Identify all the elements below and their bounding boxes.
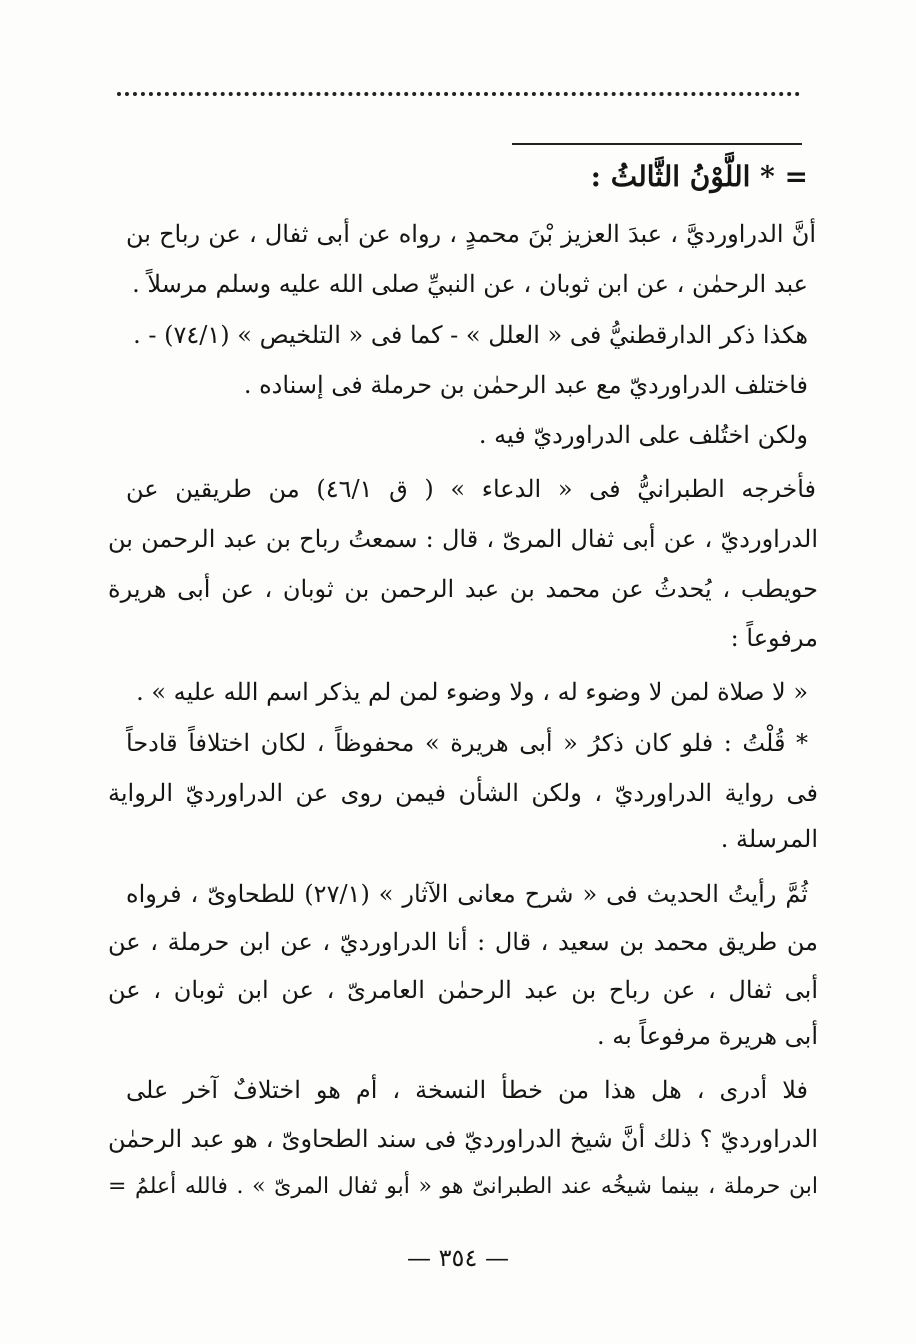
text-line-1: أنَّ الدراورديَّ ، عبدَ العزيز بْنَ محمدٍ ، رواه عن أبى ثفال ، عن رباح بن	[126, 220, 816, 248]
text-line-3: هكذا ذكر الدارقطنيُّ فى « العلل » - كما فى « التلخيص » (٧٤/١) - .	[133, 321, 808, 349]
text-line-14: ثُمَّ رأيتُ الحديث فى « شرح معانى الآثار » (٢٧/١) للطحاوىّ ، فرواه	[126, 880, 808, 908]
text-line-4: فاختلف الدراورديّ مع عبد الرحمٰن بن حرملة فى إسناده .	[243, 371, 808, 399]
text-line-16: أبى ثفال ، عن رباح بن عبد الرحمٰن العامرىّ ، عن ابن ثوبان ، عن	[108, 976, 819, 1004]
text-line-20: ابن حرملة ، بينما شيخُه عند الطبرانىّ هو « أبو ثفال المرىّ » . فالله أعلمُ =	[108, 1174, 818, 1199]
text-line-6: فأخرجه الطبرانيُّ فى « الدعاء » ( ق ٤٦/١) من طريقين عن	[126, 475, 816, 503]
text-line-12: فى رواية الدراورديّ ، ولكن الشأن فيمن روى عن الدراورديّ الرواية	[108, 779, 818, 807]
text-line-17: أبى هريرة مرفوعاً به .	[596, 1022, 818, 1050]
text-line-9: مرفوعاً :	[730, 624, 818, 652]
text-line-13: المرسلة .	[720, 825, 818, 853]
text-line-11: * قُلْتُ : فلو كان ذكرُ « أبى هريرة » محفوظاً ، لكان اختلافاً قادحاً	[126, 729, 808, 757]
text-line-19: الدراورديّ ؟ ذلك أنَّ شيخ الدراورديّ فى سند الطحاوىّ ، هو عبد الرحمٰن	[108, 1125, 818, 1153]
section-rule	[512, 143, 802, 145]
text-line-8: حويطب ، يُحدثُ عن محمد بن عبد الرحمن بن ثوبان ، عن أبى هريرة	[108, 575, 818, 603]
text-line-10: « لا صلاة لمن لا وضوء له ، ولا وضوء لمن لم يذكر اسم الله عليه » .	[136, 678, 808, 706]
page-number: — ٣٥٤ —	[407, 1244, 509, 1272]
text-line-5: ولكن اختُلف على الدراورديّ فيه .	[478, 421, 808, 449]
text-line-7: الدراورديّ ، عن أبى ثفال المرىّ ، قال : سمعتُ رباح بن عبد الرحمن بن	[108, 525, 818, 553]
section-heading: = * اللَّوْنُ الثَّالثُ :	[590, 160, 808, 193]
text-line-2: عبد الرحمٰن ، عن ابن ثوبان ، عن النبيِّ صلى الله عليه وسلم مرسلاً .	[132, 270, 808, 298]
dotted-divider	[117, 92, 800, 96]
text-line-15: من طريق محمد بن سعيد ، قال : أنا الدراورديّ ، عن ابن حرملة ، عن	[108, 928, 818, 956]
text-line-18: فلا أدرى ، هل هذا من خطأ النسخة ، أم هو اختلافٌ آخر على	[126, 1076, 808, 1104]
